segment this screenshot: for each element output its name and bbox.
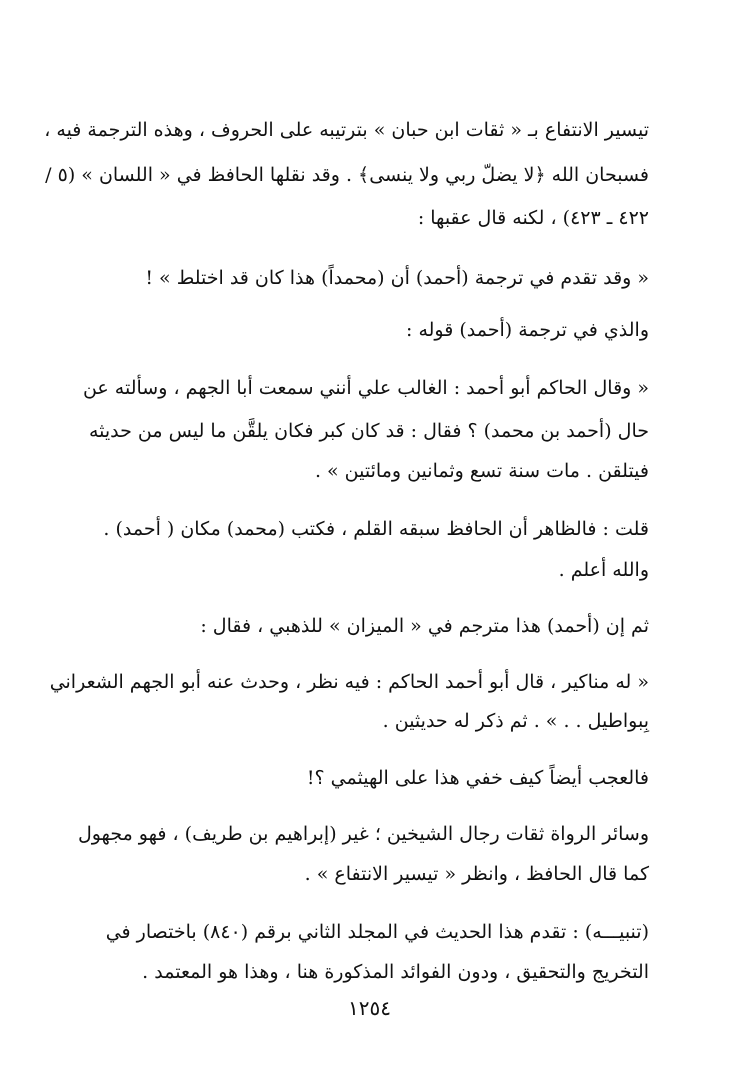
text-line: فسبحان الله ﴿لا يضلّ ربي ولا ينسى﴾ . وقد نقلها الحافظ في « اللسان » (٥ / [45,164,649,186]
text-line: كما قال الحافظ ، وانظر « تيسير الانتفاع » . [304,863,649,885]
quote-line: « وقال الحاكم أبو أحمد : الغالب علي أنني سمعت أبا الجهم ، وسألته عن [82,377,649,399]
quote-line: « وقد تقدم في ترجمة (أحمد) أن (محمداً) هذا كان قد اختلط » ! [145,267,649,289]
text-line: والله أعلم . [558,559,649,581]
text-line: تيسير الانتفاع بـ « ثقات ابن حبان » بترتيبه على الحروف ، وهذه الترجمة فيه ، [44,119,649,141]
quote-line: فيتلقن . مات سنة تسع وثمانين ومائتين » . [314,460,649,482]
note-line: (تنبيـــه) : تقدم هذا الحديث في المجلد الثاني برقم (٨٤٠) باختصار في [105,921,649,943]
text-line: ٤٢٢ ـ ٤٢٣) ، لكنه قال عقبها : [417,207,649,229]
text-line: قلت : فالظاهر أن الحافظ سبقه القلم ، فكتب (محمد) مكان ( أحمد) . [103,518,649,540]
quote-line: « له مناكير ، قال أبو أحمد الحاكم : فيه نظر ، وحدث عنه أبو الجهم الشعراني [49,671,649,693]
page-number: ١٢٥٤ [348,996,391,1020]
note-line: التخريج والتحقيق ، ودون الفوائد المذكورة هنا ، وهذا هو المعتمد . [142,961,649,983]
text-line: فالعجب أيضاً كيف خفي هذا على الهيثمي ؟! [306,767,649,789]
quote-line: حال (أحمد بن محمد) ؟ فقال : قد كان كبر فكان يلقَّن ما ليس من حديثه [88,420,649,442]
quote-line: بِبواطيل . . » . ثم ذكر له حديثين . [382,710,649,732]
text-line: وسائر الرواة ثقات رجال الشيخين ؛ غير (إبراهيم بن طريف) ، فهو مجهول [77,823,649,845]
text-line: والذي في ترجمة (أحمد) قوله : [406,319,649,341]
text-line: ثم إن (أحمد) هذا مترجم في « الميزان » للذهبي ، فقال : [200,615,649,637]
